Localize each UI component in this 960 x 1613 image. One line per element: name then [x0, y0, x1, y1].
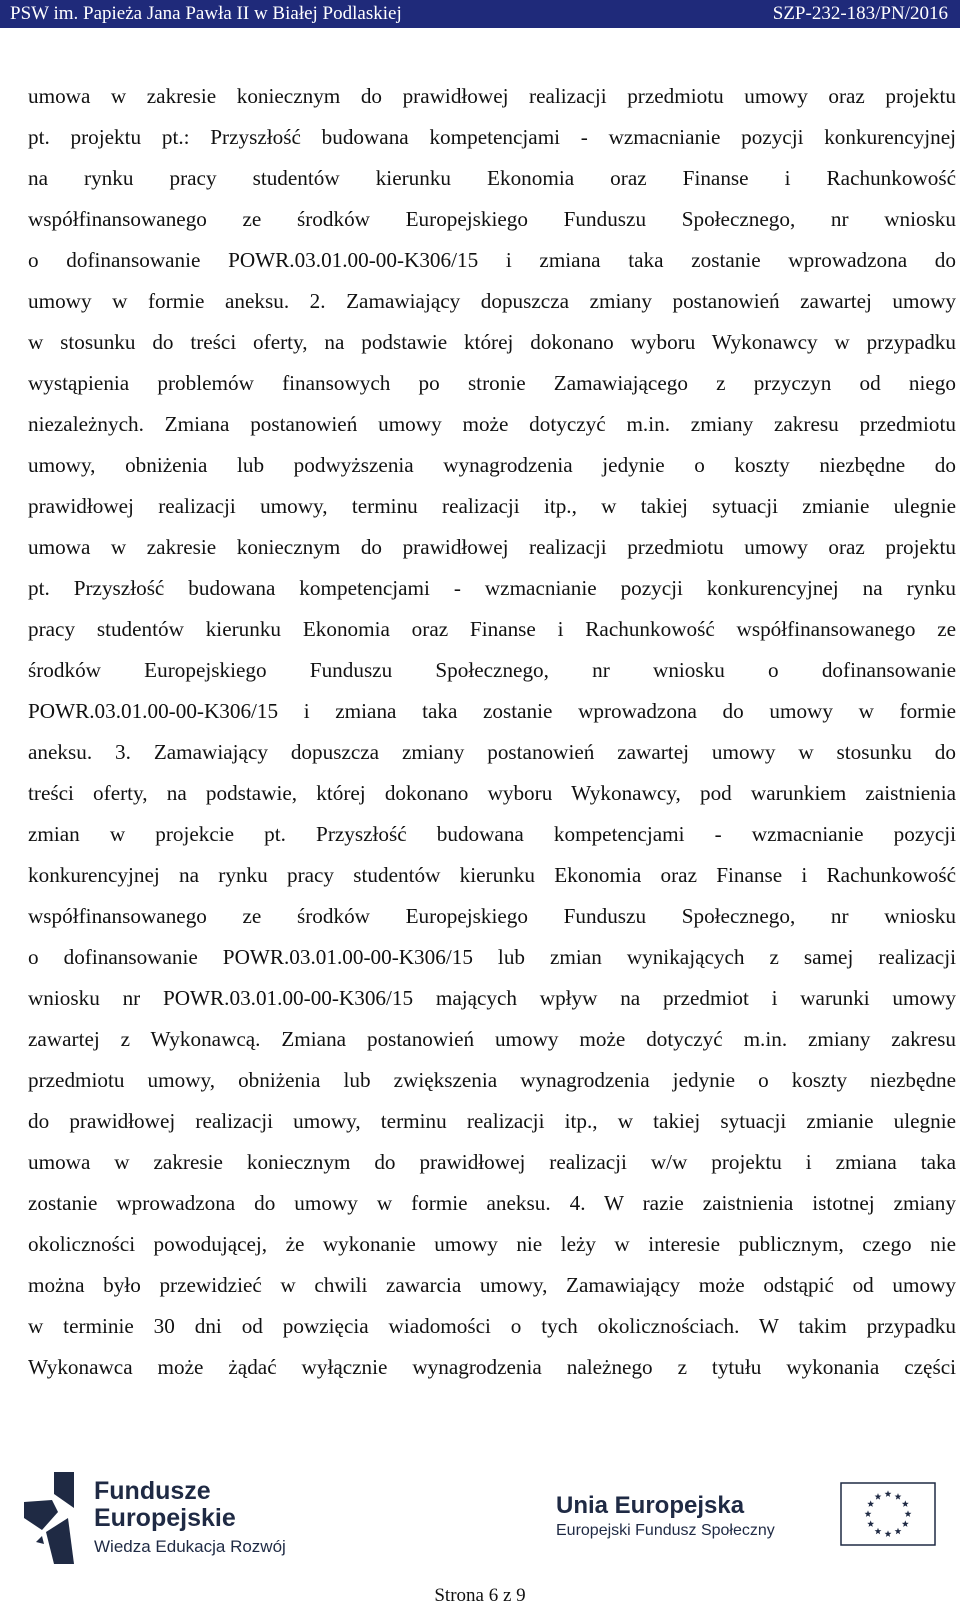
fe-logo-line1: Fundusze	[94, 1477, 211, 1505]
body-line: POWR.03.01.00-00-K306/15 i zmiana taka zostanie wprowadzona do umowy w formie	[28, 699, 956, 723]
body-line: prawidłowej realizacji umowy, terminu realizacji itp., w takiej sytuacji zmianie ulegnie	[28, 494, 956, 518]
body-line: współfinansowanego ze środków Europejskiego Funduszu Społecznego, nr wniosku	[28, 904, 956, 928]
document-body	[28, 76, 956, 1388]
body-line: o dofinansowanie POWR.03.01.00-00-K306/15 lub zmian wynikających z samej realizacji	[28, 945, 956, 969]
body-line: do prawidłowej realizacji umowy, terminu realizacji itp., w takiej sytuacji zmianie ulegnie	[28, 1109, 956, 1133]
body-line: umowy, obniżenia lub podwyższenia wynagrodzenia jedynie o koszty niezbędne do	[28, 453, 956, 477]
document-header	[0, 0, 960, 28]
body-line: okoliczności powodującej, że wykonanie umowy nie leży w interesie publicznym, czego nie	[28, 1232, 956, 1256]
eu-flag-icon	[840, 1482, 936, 1546]
body-line: treści oferty, na podstawie, której dokonano wyboru Wykonawcy, pod warunkiem zaistnienia	[28, 781, 956, 805]
body-line: zmian w projekcie pt. Przyszłość budowana kompetencjami - wzmacnianie pozycji	[28, 822, 956, 846]
body-line: Wykonawca może żądać wyłącznie wynagrodzenia należnego z tytułu wykonania części	[28, 1355, 956, 1379]
body-line: konkurencyjnej na rynku pracy studentów kierunku Ekonomia oraz Finanse i Rachunkowość	[28, 863, 956, 887]
body-line: o dofinansowanie POWR.03.01.00-00-K306/15 i zmiana taka zostanie wprowadzona do	[28, 248, 956, 272]
body-line: zostanie wprowadzona do umowy w formie aneksu. 4. W razie zaistnienia istotnej zmiany	[28, 1191, 956, 1215]
body-line: pt. Przyszłość budowana kompetencjami - wzmacnianie pozycji konkurencyjnej na rynku	[28, 576, 956, 600]
fe-logo-line3: Wiedza Edukacja Rozwój	[94, 1537, 286, 1556]
header-institution: PSW im. Papieża Jana Pawła II w Białej Podlaskiej	[10, 3, 402, 24]
body-line: umowy w formie aneksu. 2. Zamawiający dopuszcza zmiany postanowień zawartej umowy	[28, 289, 956, 313]
body-line: niezależnych. Zmiana postanowień umowy może dotyczyć m.in. zmiany zakresu przedmiotu	[28, 412, 956, 436]
body-line: wniosku nr POWR.03.01.00-00-K306/15 mających wpływ na przedmiot i warunki umowy	[28, 986, 956, 1010]
ue-logo-title: Unia Europejska	[556, 1492, 745, 1519]
unia-europejska-logo	[556, 1492, 946, 1552]
body-line: umowa w zakresie koniecznym do prawidłowej realizacji przedmiotu umowy oraz projektu	[28, 84, 956, 108]
body-line: środków Europejskiego Funduszu Społecznego, nr wniosku o dofinansowanie	[28, 658, 956, 682]
fundusze-europejskie-mark-icon	[24, 1472, 74, 1564]
fe-logo-line2: Europejskie	[94, 1504, 236, 1532]
body-line: współfinansowanego ze środków Europejskiego Funduszu Społecznego, nr wniosku	[28, 207, 956, 231]
body-line: wystąpienia problemów finansowych po stronie Zamawiającego z przyczyn od niego	[28, 371, 956, 395]
body-line: zawartej z Wykonawcą. Zmiana postanowień umowy może dotyczyć m.in. zmiany zakresu	[28, 1027, 956, 1051]
body-line: przedmiotu umowy, obniżenia lub zwiększenia wynagrodzenia jedynie o koszty niezbędne	[28, 1068, 956, 1092]
page-number: Strona 6 z 9	[434, 1585, 526, 1606]
footer-logos	[0, 1470, 960, 1580]
body-line: aneksu. 3. Zamawiający dopuszcza zmiany postanowień zawartej umowy w stosunku do	[28, 740, 956, 764]
fundusze-europejskie-logo	[24, 1472, 294, 1564]
body-line: umowa w zakresie koniecznym do prawidłowej realizacji przedmiotu umowy oraz projektu	[28, 535, 956, 559]
body-line: w stosunku do treści oferty, na podstawie której dokonano wyboru Wykonawcy w przypadku	[28, 330, 956, 354]
body-line: można było przewidzieć w chwili zawarcia umowy, Zamawiający może odstąpić od umowy	[28, 1273, 956, 1297]
body-line: w terminie 30 dni od powzięcia wiadomości o tych okolicznościach. W takim przypadku	[28, 1314, 956, 1338]
body-line: umowa w zakresie koniecznym do prawidłowej realizacji w/w projektu i zmiana taka	[28, 1150, 956, 1174]
body-line: na rynku pracy studentów kierunku Ekonomia oraz Finanse i Rachunkowość	[28, 166, 956, 190]
body-line: pt. projektu pt.: Przyszłość budowana kompetencjami - wzmacnianie pozycji konkurencyjnej	[28, 125, 956, 149]
body-line: pracy studentów kierunku Ekonomia oraz Finanse i Rachunkowość współfinansowanego ze	[28, 617, 956, 641]
ue-logo-subtitle: Europejski Fundusz Społeczny	[556, 1522, 775, 1539]
header-reference: SZP-232-183/PN/2016	[772, 3, 948, 24]
